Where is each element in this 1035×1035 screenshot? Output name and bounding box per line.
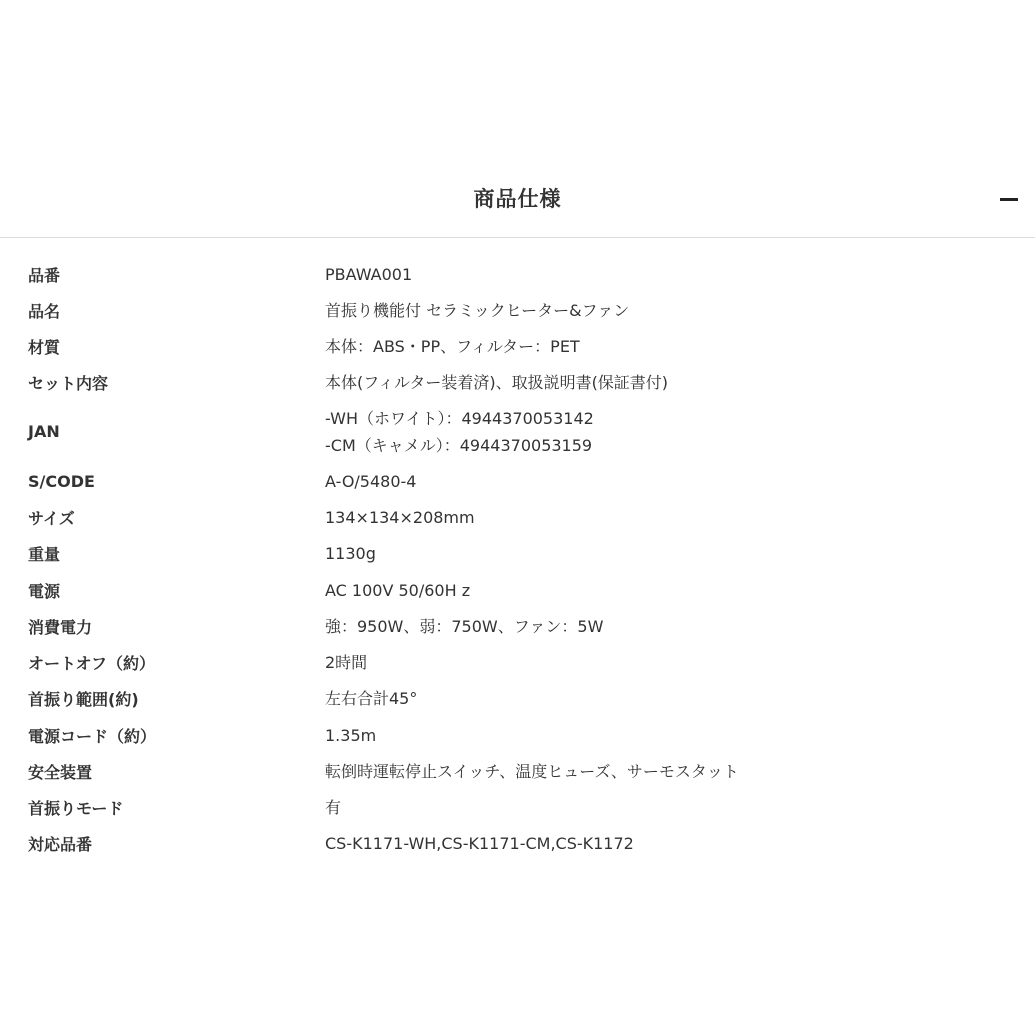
spec-value: 2時間 [325, 652, 368, 672]
spec-table [0, 256, 1035, 861]
spec-accordion [0, 160, 1035, 238]
spec-row [0, 256, 1035, 292]
spec-value: 強：950W、弱：750W、ファン：5W [325, 616, 604, 636]
spec-label: オートオフ（約） [28, 653, 156, 673]
spec-row [0, 753, 1035, 789]
spec-value-line: -CM（キャメル）：4944370053159 [325, 435, 593, 455]
spec-value: CS-K1171-WH,CS-K1171-CM,CS-K1172 [325, 833, 634, 853]
spec-row [0, 825, 1035, 861]
spec-row [0, 789, 1035, 825]
spec-label: 電源コード（約） [28, 726, 157, 746]
spec-value: 転倒時運転停止スイッチ、温度ヒューズ、サーモスタット [325, 761, 739, 781]
spec-row [0, 680, 1035, 717]
spec-label: S/CODE [28, 471, 95, 491]
spec-label: 電源 [28, 581, 61, 601]
spec-label: セット内容 [28, 373, 109, 393]
spec-label: 品番 [28, 265, 61, 285]
spec-value: 本体(フィルター装着済)、取扱説明書(保証書付) [325, 372, 669, 392]
spec-value: A-O/5480-4 [325, 471, 417, 491]
spec-row [0, 499, 1035, 535]
spec-row [0, 364, 1035, 400]
spec-row [0, 717, 1035, 753]
spec-row [0, 535, 1035, 572]
spec-label: 首振りモード [28, 798, 124, 818]
spec-row [0, 608, 1035, 644]
spec-row [0, 572, 1035, 608]
spec-row [0, 292, 1035, 328]
spec-row [0, 463, 1035, 499]
spec-value: 1130g [325, 544, 376, 563]
spec-value: 134×134×208mm [325, 507, 475, 527]
spec-row [0, 328, 1035, 364]
spec-accordion-header[interactable] [0, 160, 1035, 238]
spec-value: 有 [325, 797, 342, 817]
spec-value-line: -WH（ホワイト）：4944370053142 [325, 408, 594, 428]
spec-value: 左右合計45° [325, 689, 418, 708]
spec-row [0, 400, 1035, 463]
spec-value: AC 100V 50/60H z [325, 580, 471, 600]
spec-label: 材質 [28, 337, 61, 357]
spec-value: 本体：ABS・PP、フィルター：PET [325, 336, 580, 356]
spec-label: 消費電力 [28, 617, 93, 637]
spec-value: 1.35m [325, 725, 377, 745]
spec-label: 安全装置 [28, 762, 93, 782]
spec-value [325, 405, 594, 459]
spec-label: 品名 [28, 301, 61, 321]
spec-label: 重量 [28, 545, 61, 564]
spec-row [0, 644, 1035, 680]
spec-label: 首振り範囲(約) [28, 690, 139, 709]
spec-value: 首振り機能付 セラミックヒーター&ファン [325, 300, 630, 320]
section-title: 商品仕様 [473, 187, 562, 211]
spec-value: PBAWA001 [325, 264, 413, 284]
minus-icon[interactable] [1000, 198, 1018, 201]
spec-label: JAN [28, 422, 60, 441]
spec-label: サイズ [28, 508, 75, 528]
spec-label: 対応品番 [28, 834, 93, 854]
